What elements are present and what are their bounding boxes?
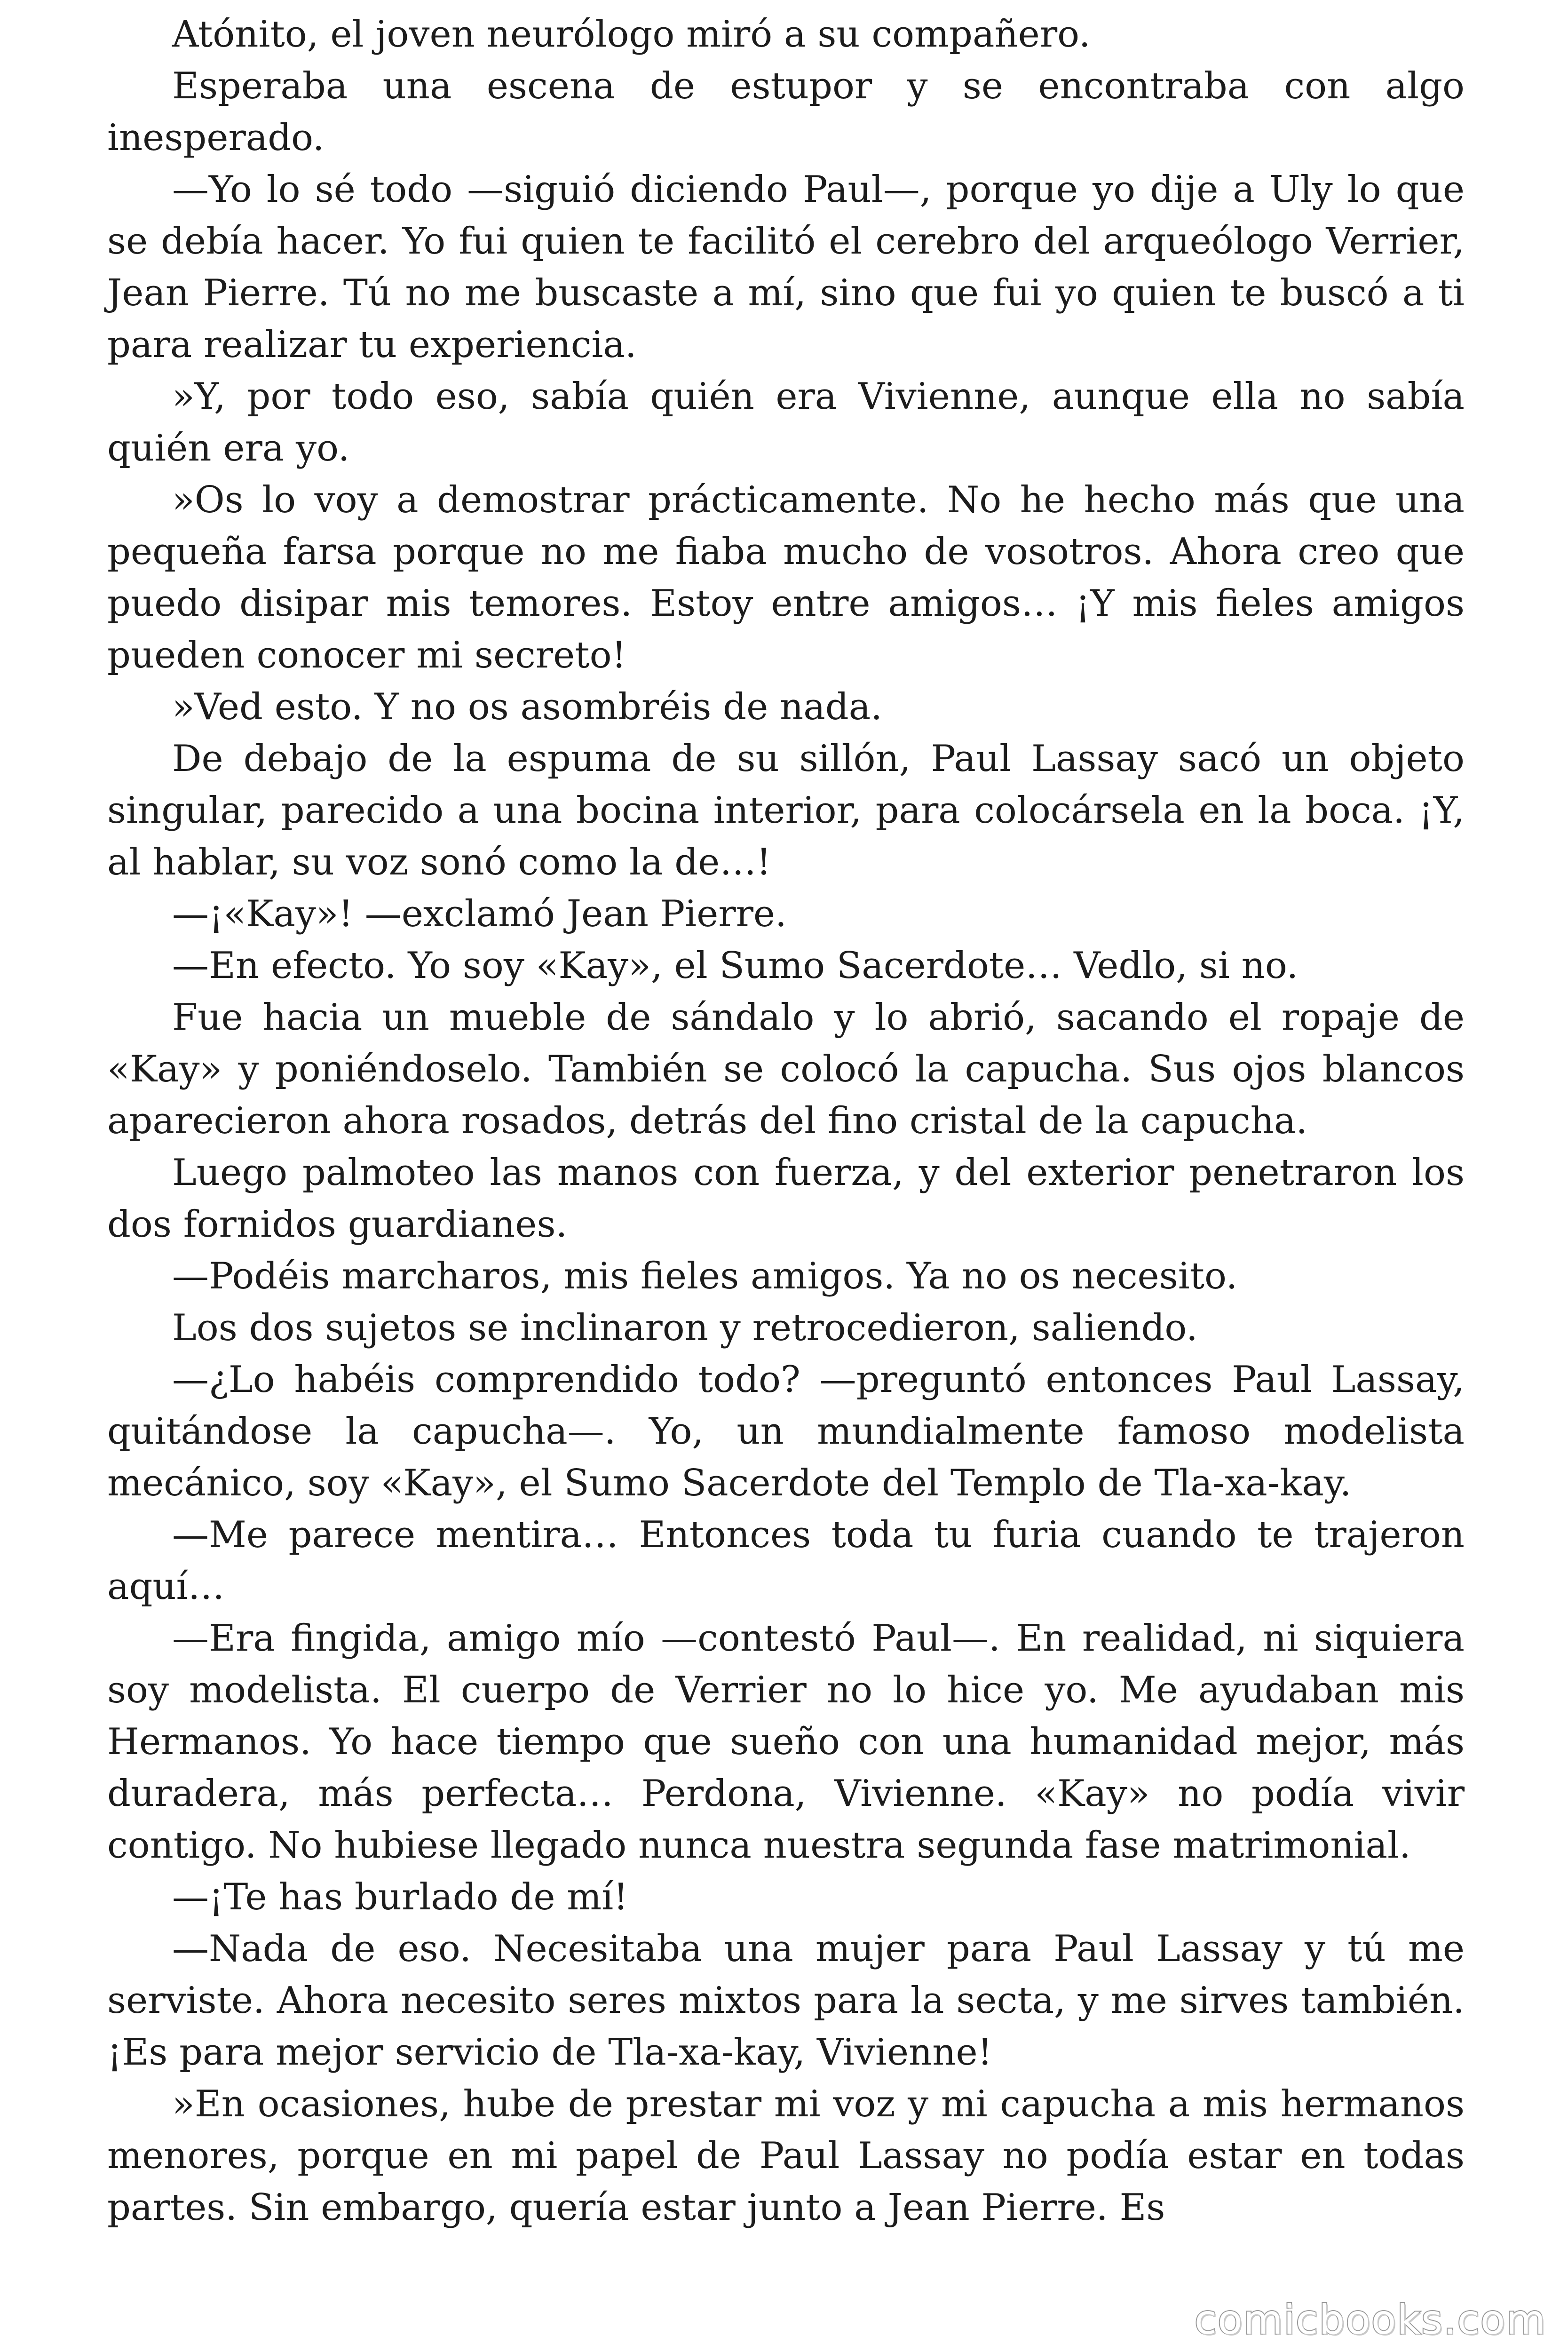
paragraph: »Ved esto. Y no os asombréis de nada. <box>172 686 882 728</box>
paragraph: Fue hacia un mueble de sándalo y lo abrió, sacando el ropaje de «Kay» y poniéndoselo. También se colocó la capucha. Sus ojos blancos aparecieron ahora rosados, detrás del fino cristal de la capucha. <box>107 996 1465 1142</box>
paragraph: —En efecto. Yo soy «Kay», el Sumo Sacerdote… Vedlo, si no. <box>172 945 1299 987</box>
paragraph: —¡«Kay»! —exclamó Jean Pierre. <box>172 893 787 935</box>
paragraph: —¡Te has burlado de mí! <box>172 1876 628 1918</box>
paragraph: »Y, por todo eso, sabía quién era Vivienne, aunque ella no sabía quién era yo. <box>107 375 1465 469</box>
page-text <box>107 8 1465 2233</box>
paragraph: —Podéis marcharos, mis fieles amigos. Ya no os necesito. <box>172 1255 1238 1297</box>
paragraph: De debajo de la espuma de su sillón, Paul Lassay sacó un objeto singular, parecido a una bocina interior, para colocársela en la boca. ¡Y, al hablar, su voz sonó como la de…! <box>107 738 1465 883</box>
paragraph: »Os lo voy a demostrar prácticamente. No he hecho más que una pequeña farsa porque no me fiaba mucho de vosotros. Ahora creo que puedo disipar mis temores. Estoy entre amigos… ¡Y mis fieles amigos pueden conocer mi secreto! <box>107 479 1465 676</box>
paragraph: —Me parece mentira… Entonces toda tu furia cuando te trajeron aquí… <box>107 1514 1465 1608</box>
watermark: comicbooks.com <box>1194 2296 1546 2344</box>
paragraph: Atónito, el joven neurólogo miró a su compañero. <box>172 13 1091 56</box>
paragraph: —¿Lo habéis comprendido todo? —preguntó entonces Paul Lassay, quitándose la capucha—. Yo, un mundialmente famoso modelista mecánico, soy «Kay», el Sumo Sacerdote del Templo de Tla-xa-kay. <box>107 1359 1465 1504</box>
paragraph: —Nada de eso. Necesitaba una mujer para Paul Lassay y tú me serviste. Ahora necesito seres mixtos para la secta, y me sirves también. ¡Es para mejor servicio de Tla-xa-kay, Vivienne! <box>107 1928 1465 2074</box>
paragraph: Los dos sujetos se inclinaron y retrocedieron, saliendo. <box>172 1307 1198 1349</box>
paragraph: —Yo lo sé todo —siguió diciendo Paul—, porque yo dije a Uly lo que se debía hacer. Yo fui quien te facilitó el cerebro del arqueólogo Verrier, Jean Pierre. Tú no me buscaste a mí, sino que fui yo quien te buscó a ti para realizar tu experiencia. <box>107 168 1465 366</box>
paragraph: »En ocasiones, hube de prestar mi voz y mi capucha a mis hermanos menores, porque en mi papel de Paul Lassay no podía estar en todas partes. Sin embargo, quería estar junto a Jean Pierre. Es <box>107 2083 1465 2229</box>
paragraph: Luego palmoteo las manos con fuerza, y del exterior penetraron los dos fornidos guardianes. <box>107 1152 1465 1246</box>
paragraph: —Era fingida, amigo mío —contestó Paul—. En realidad, ni siquiera soy modelista. El cuerpo de Verrier no lo hice yo. Me ayudaban mis Hermanos. Yo hace tiempo que sueño con una humanidad mejor, más duradera, más perfecta… Perdona, Vivienne. «Kay» no podía vivir contigo. No hubiese llegado nunca nuestra segunda fase matrimonial. <box>107 1617 1465 1867</box>
paragraph: Esperaba una escena de estupor y se encontraba con algo inesperado. <box>107 65 1465 159</box>
